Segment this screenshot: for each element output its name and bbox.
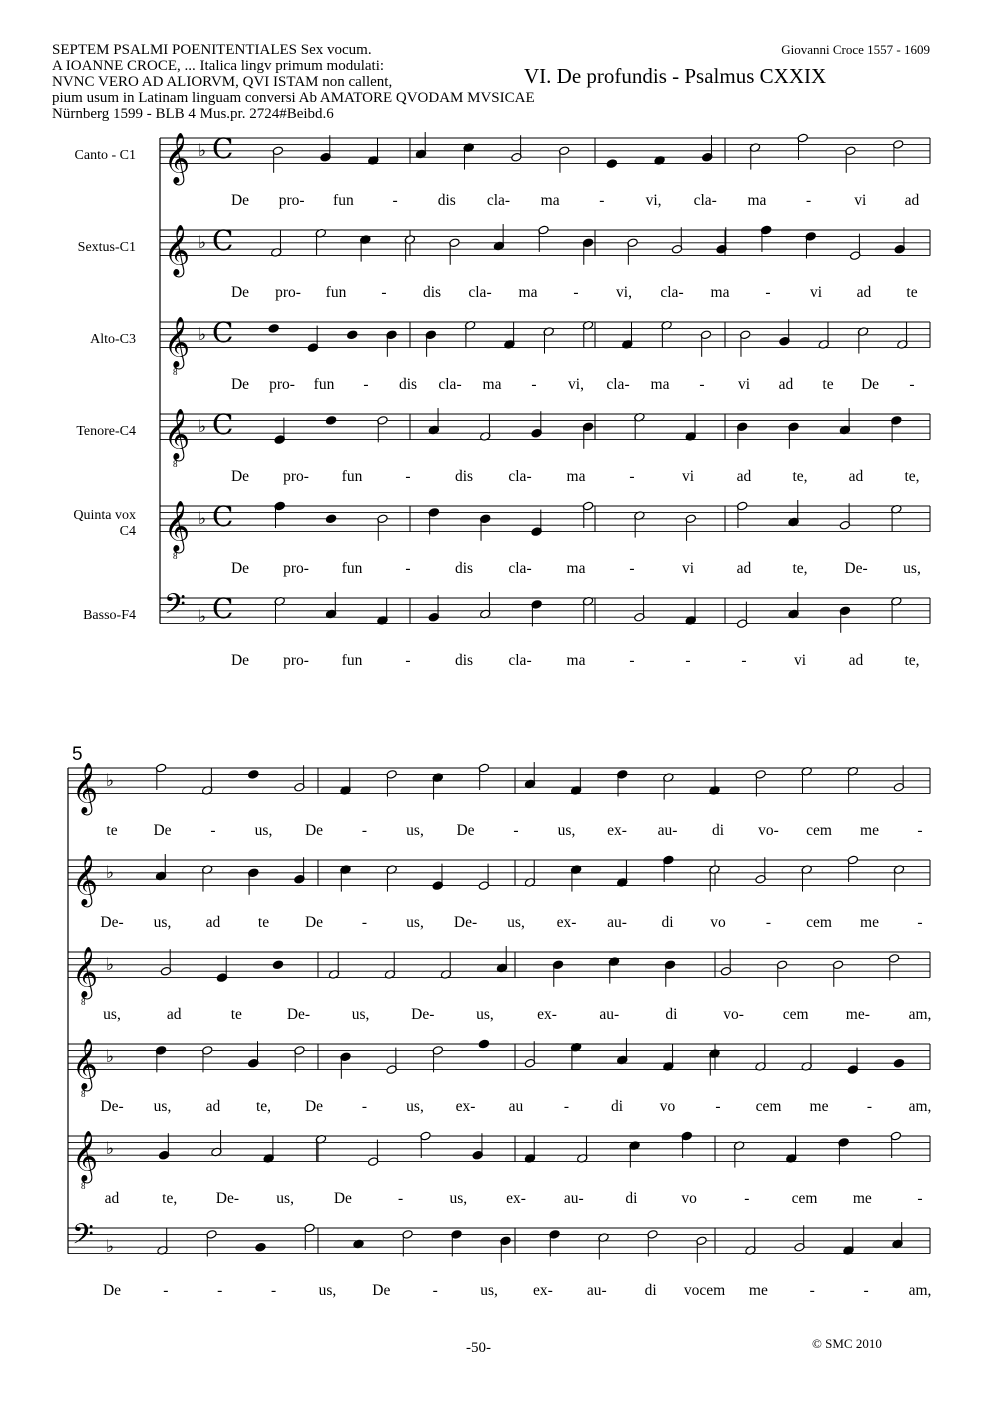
- note-head: [272, 960, 283, 970]
- staff: [76, 408, 930, 485]
- voice-label: Alto-C3: [90, 332, 136, 347]
- treble-clef-icon: 𝄞: [72, 762, 99, 814]
- bass-clef-icon: 𝄢: [164, 588, 186, 629]
- lyric-syllable: ma: [566, 560, 586, 577]
- time-signature: C: [212, 408, 234, 442]
- lyric-syllable: au-: [586, 1282, 607, 1299]
- staff: [68, 1218, 931, 1299]
- lyric-syllable: di: [711, 822, 725, 839]
- lyric-syllable: fun: [325, 284, 347, 301]
- lyric-syllable: vo-: [723, 1006, 744, 1023]
- lyric-syllable: vo: [681, 1190, 697, 1207]
- lyric-syllable: me: [860, 914, 879, 931]
- piece-title: VI. De profundis - Psalmus CXXIX: [524, 64, 827, 88]
- lyric-syllable: ad: [205, 914, 221, 931]
- lyric-syllable: us,: [318, 1282, 337, 1299]
- lyric-syllable: dis: [422, 284, 442, 301]
- lyric-syllable: ad: [736, 468, 752, 485]
- note-head: [325, 416, 336, 426]
- lyric-syllable: cem: [782, 1006, 809, 1023]
- lyric-syllable: ex-: [506, 1190, 526, 1207]
- lyric-syllable: us,: [406, 822, 424, 839]
- lyric-syllable: ma: [566, 468, 586, 485]
- staff: [78, 224, 930, 301]
- lyric-syllable: -: [809, 1282, 815, 1299]
- octave-mark: 8: [81, 1181, 86, 1192]
- lyric-syllable: cla-: [508, 560, 532, 577]
- flat-icon: ♭: [106, 1046, 115, 1067]
- lyric-syllable: De: [456, 822, 475, 839]
- lyric-syllable: ma: [566, 652, 586, 669]
- lyric-syllable: De-: [453, 914, 478, 931]
- lyric-syllable: vo: [659, 1098, 676, 1115]
- lyric-syllable: pro-: [275, 284, 301, 301]
- lyric-syllable: us,: [406, 914, 424, 931]
- lyric-syllable: ad: [904, 192, 920, 209]
- lyric-syllable: vi: [681, 468, 695, 485]
- lyric-syllable: De: [102, 1282, 122, 1299]
- lyric-syllable: te,: [255, 1098, 272, 1115]
- lyric-syllable: De: [153, 822, 172, 839]
- flat-icon: ♭: [106, 862, 115, 883]
- flat-icon: ♭: [106, 1138, 115, 1159]
- note-head: [893, 1058, 904, 1068]
- lyric-syllable: De: [304, 822, 324, 839]
- lyric-syllable: -: [381, 284, 387, 301]
- lyric-syllable: De: [860, 376, 880, 393]
- lyric-syllable: ex-: [556, 914, 577, 931]
- lyric-syllable: us,: [153, 914, 172, 931]
- lyric-syllable: -: [361, 822, 368, 839]
- lyric-syllable: cem: [791, 1190, 818, 1207]
- lyric-syllable: -: [163, 1282, 169, 1299]
- lyric-syllable: -: [531, 376, 537, 393]
- lyric-syllable: cla-: [660, 284, 684, 301]
- voice-label: Sextus-C1: [77, 240, 136, 255]
- octave-mark: 8: [81, 997, 86, 1008]
- lyric-syllable: ad: [205, 1098, 221, 1115]
- lyric-syllable: -: [917, 914, 923, 931]
- octave-mark: 8: [173, 367, 178, 378]
- treble-clef-icon: 𝄞: [72, 946, 99, 998]
- treble-clef-icon: 𝄞: [164, 316, 191, 368]
- lyric-syllable: us,: [406, 1098, 424, 1115]
- lyric-syllable: cem: [755, 1098, 782, 1115]
- lyric-syllable: vi: [681, 560, 695, 577]
- time-signature: C: [212, 316, 234, 350]
- lyric-syllable: te: [257, 914, 270, 931]
- lyric-syllable: De: [230, 652, 250, 669]
- lyric-syllable: -: [361, 914, 368, 931]
- lyric-syllable: us,: [153, 1098, 172, 1115]
- lyric-syllable: cla-: [508, 468, 532, 485]
- lyric-syllable: -: [744, 1190, 750, 1207]
- lyric-syllable: cla-: [693, 192, 717, 209]
- staff: [75, 132, 930, 209]
- lyric-syllable: us,: [507, 914, 525, 931]
- lyric-syllable: -: [629, 652, 635, 669]
- edition-line: A IOANNE CROCE, ... Italica lingv primum modulati:: [52, 58, 385, 74]
- staff: [68, 762, 930, 839]
- lyric-syllable: am,: [908, 1282, 932, 1299]
- flat-icon: ♭: [198, 140, 207, 161]
- lyric-syllable: -: [629, 560, 635, 577]
- note-head: [255, 1242, 266, 1252]
- lyric-syllable: vo-: [758, 822, 779, 839]
- edition-line: NVNC VERO AD ALIORVM, QVI ISTAM non callent,: [52, 74, 393, 90]
- lyric-syllable: -: [909, 376, 915, 393]
- lyric-syllable: -: [363, 376, 369, 393]
- measure-number: 5: [72, 744, 83, 765]
- lyric-syllable: De: [304, 914, 324, 931]
- voice-label: C4: [119, 524, 136, 539]
- staff: [68, 1130, 930, 1207]
- lyric-syllable: us,: [254, 822, 273, 839]
- lyric-syllable: -: [361, 1098, 368, 1115]
- lyric-syllable: te: [906, 284, 918, 301]
- lyric-syllable: us,: [449, 1190, 468, 1207]
- time-signature: C: [212, 500, 234, 534]
- lyric-syllable: -: [405, 652, 411, 669]
- lyric-syllable: me: [852, 1190, 872, 1207]
- lyric-syllable: vo: [710, 914, 726, 931]
- lyric-syllable: -: [563, 1098, 570, 1115]
- lyric-syllable: di: [644, 1282, 657, 1299]
- treble-clef-icon: 𝄞: [164, 500, 191, 552]
- lyric-syllable: De-: [100, 1098, 124, 1115]
- staff: [68, 854, 930, 931]
- lyric-syllable: us,: [351, 1006, 370, 1023]
- lyric-syllable: cem: [806, 822, 832, 839]
- lyric-syllable: De: [230, 284, 250, 301]
- lyric-syllable: De-: [844, 560, 868, 577]
- lyric-syllable: -: [271, 1282, 277, 1299]
- treble-clef-icon: 𝄞: [164, 408, 191, 460]
- note-head: [347, 330, 358, 340]
- staff: [68, 1038, 931, 1115]
- lyric-syllable: ma: [650, 376, 670, 393]
- lyric-syllable: us,: [557, 822, 576, 839]
- lyric-syllable: fun: [341, 652, 363, 669]
- lyric-syllable: cla-: [508, 652, 532, 669]
- lyric-syllable: De-: [286, 1006, 311, 1023]
- lyric-syllable: ad: [104, 1190, 120, 1207]
- lyric-syllable: ad: [736, 560, 752, 577]
- lyric-syllable: am,: [908, 1006, 932, 1023]
- lyric-syllable: ad: [166, 1006, 182, 1023]
- lyric-syllable: ma: [747, 192, 767, 209]
- lyric-syllable: -: [405, 468, 411, 485]
- flat-icon: ♭: [106, 954, 115, 975]
- lyric-syllable: me: [809, 1098, 829, 1115]
- staff: [90, 316, 930, 393]
- lyric-syllable: vi: [793, 652, 807, 669]
- edition-line: SEPTEM PSALMI POENITENTIALES Sex vocum.: [52, 42, 372, 58]
- flat-icon: ♭: [198, 607, 207, 628]
- lyric-syllable: dis: [437, 192, 456, 209]
- lyric-syllable: De: [230, 468, 250, 485]
- flat-icon: ♭: [198, 508, 207, 529]
- composer: Giovanni Croce 1557 - 1609: [781, 42, 930, 57]
- lyric-syllable: us,: [276, 1190, 294, 1207]
- lyric-syllable: -: [917, 822, 923, 839]
- staff: [68, 946, 931, 1023]
- lyric-syllable: te,: [792, 468, 808, 485]
- lyric-syllable: fun: [313, 376, 335, 393]
- lyric-syllable: me: [748, 1282, 768, 1299]
- lyric-syllable: -: [715, 1098, 721, 1115]
- lyric-syllable: -: [863, 1282, 869, 1299]
- lyric-syllable: ex-: [455, 1098, 476, 1115]
- lyric-syllable: -: [397, 1190, 404, 1207]
- lyric-syllable: te: [230, 1006, 242, 1023]
- lyric-syllable: pro-: [283, 468, 309, 485]
- lyric-syllable: te,: [904, 652, 920, 669]
- lyric-syllable: cla-: [468, 284, 492, 301]
- lyric-syllable: vi,: [645, 192, 662, 209]
- lyric-syllable: me: [860, 822, 879, 839]
- note-head: [606, 159, 617, 169]
- treble-clef-icon: 𝄞: [72, 1038, 99, 1090]
- voice-label: Quinta vox: [73, 508, 136, 523]
- treble-clef-icon: 𝄞: [164, 224, 191, 276]
- octave-mark: 8: [173, 459, 178, 470]
- time-signature: C: [212, 592, 234, 626]
- lyric-syllable: -: [513, 822, 519, 839]
- lyric-syllable: -: [210, 822, 216, 839]
- lyric-syllable: ma: [540, 192, 560, 209]
- edition-line: pium usum in Latinam linguam conversi Ab AMATORE QVODAM MVSICAE: [52, 90, 535, 106]
- lyric-syllable: te,: [904, 468, 920, 485]
- lyric-syllable: us,: [903, 560, 921, 577]
- lyric-syllable: -: [432, 1282, 438, 1299]
- treble-clef-icon: 𝄞: [72, 1130, 99, 1182]
- lyric-syllable: vi: [737, 376, 751, 393]
- time-signature: C: [212, 132, 234, 166]
- flat-icon: ♭: [198, 324, 207, 345]
- staff: [83, 588, 930, 669]
- flat-icon: ♭: [198, 232, 207, 253]
- lyric-syllable: De: [230, 560, 250, 577]
- lyric-syllable: us,: [103, 1006, 121, 1023]
- lyric-syllable: De-: [411, 1006, 435, 1023]
- lyric-syllable: ad: [848, 652, 864, 669]
- lyric-syllable: De: [230, 192, 250, 209]
- flat-icon: ♭: [198, 416, 207, 437]
- voice-label: Tenore-C4: [76, 424, 136, 439]
- note-head: [268, 324, 279, 334]
- voice-label: Canto - C1: [74, 148, 136, 163]
- lyric-syllable: cem: [806, 914, 832, 931]
- lyric-syllable: cla-: [606, 376, 630, 393]
- edition-line: Nürnberg 1599 - BLB 4 Mus.pr. 2724#Beibd.6: [52, 106, 334, 122]
- lyric-syllable: De: [333, 1190, 352, 1207]
- lyric-syllable: dis: [454, 560, 474, 577]
- lyric-syllable: me-: [845, 1006, 870, 1023]
- lyric-syllable: -: [917, 1190, 923, 1207]
- lyric-syllable: dis: [454, 468, 474, 485]
- lyric-syllable: vocem: [683, 1282, 726, 1299]
- time-signature: C: [212, 224, 234, 258]
- lyric-syllable: ma: [710, 284, 730, 301]
- lyric-syllable: fun: [333, 192, 354, 209]
- lyric-syllable: cla-: [486, 192, 511, 209]
- system-1: [73, 132, 930, 669]
- lyric-syllable: pro-: [283, 652, 309, 669]
- lyric-syllable: ma: [518, 284, 538, 301]
- lyric-syllable: -: [765, 914, 772, 931]
- lyric-syllable: De-: [100, 914, 124, 931]
- lyric-syllable: ex-: [537, 1006, 557, 1023]
- lyric-syllable: vi: [854, 192, 867, 209]
- lyric-syllable: di: [661, 914, 674, 931]
- lyric-syllable: dis: [454, 652, 474, 669]
- lyric-syllable: vi,: [568, 376, 584, 393]
- flat-icon: ♭: [106, 770, 115, 791]
- octave-mark: 8: [81, 1089, 86, 1100]
- lyric-syllable: De: [230, 376, 250, 393]
- note-head: [248, 770, 259, 780]
- lyric-syllable: -: [629, 468, 635, 485]
- lyric-syllable: pro-: [278, 192, 305, 209]
- lyric-syllable: us,: [476, 1006, 494, 1023]
- lyric-syllable: te,: [162, 1190, 178, 1207]
- copyright: © SMC 2010: [812, 1336, 882, 1351]
- lyric-syllable: di: [665, 1006, 678, 1023]
- lyric-syllable: di: [610, 1098, 624, 1115]
- lyric-syllable: -: [866, 1098, 873, 1115]
- lyric-syllable: -: [217, 1282, 223, 1299]
- lyric-syllable: au-: [607, 914, 627, 931]
- lyric-syllable: De: [304, 1098, 324, 1115]
- lyric-syllable: te: [822, 376, 834, 393]
- lyric-syllable: au-: [657, 822, 678, 839]
- lyric-syllable: cla-: [438, 376, 462, 393]
- lyric-syllable: ad: [778, 376, 794, 393]
- lyric-syllable: De-: [215, 1190, 240, 1207]
- lyric-syllable: -: [699, 376, 705, 393]
- lyric-syllable: -: [685, 652, 691, 669]
- bass-clef-icon: 𝄢: [72, 1218, 94, 1259]
- system-2: [68, 744, 931, 1299]
- lyric-syllable: te: [106, 822, 118, 839]
- voice-label: Basso-F4: [83, 608, 136, 623]
- lyric-syllable: De: [372, 1282, 391, 1299]
- page-number: -50-: [466, 1340, 491, 1356]
- lyric-syllable: -: [599, 192, 605, 209]
- lyric-syllable: au-: [563, 1190, 584, 1207]
- lyric-syllable: vi: [809, 284, 823, 301]
- lyric-syllable: vi,: [616, 284, 632, 301]
- lyric-syllable: fun: [341, 468, 363, 485]
- lyric-syllable: ex-: [607, 822, 627, 839]
- lyric-syllable: dis: [398, 376, 418, 393]
- lyric-syllable: pro-: [269, 376, 295, 393]
- lyric-syllable: au-: [599, 1006, 620, 1023]
- lyric-syllable: am,: [908, 1098, 932, 1115]
- lyric-syllable: ad: [848, 468, 864, 485]
- lyric-syllable: pro-: [283, 560, 309, 577]
- lyric-syllable: -: [573, 284, 579, 301]
- lyric-syllable: ma: [482, 376, 502, 393]
- treble-clef-icon: 𝄞: [72, 854, 99, 906]
- lyric-syllable: di: [625, 1190, 638, 1207]
- lyric-syllable: fun: [341, 560, 363, 577]
- lyric-syllable: us,: [480, 1282, 498, 1299]
- lyric-syllable: te,: [792, 560, 808, 577]
- treble-clef-icon: 𝄞: [164, 132, 191, 184]
- lyric-syllable: -: [392, 192, 398, 209]
- note-head: [325, 514, 336, 524]
- lyric-syllable: -: [765, 284, 771, 301]
- staff: [73, 500, 930, 577]
- lyric-syllable: ad: [856, 284, 872, 301]
- lyric-syllable: ex-: [533, 1282, 553, 1299]
- note-head: [478, 1039, 489, 1049]
- lyric-syllable: -: [806, 192, 812, 209]
- flat-icon: ♭: [106, 1237, 115, 1258]
- lyric-syllable: au: [508, 1098, 524, 1115]
- lyric-syllable: -: [405, 560, 411, 577]
- lyric-syllable: -: [741, 652, 747, 669]
- octave-mark: 8: [173, 551, 178, 562]
